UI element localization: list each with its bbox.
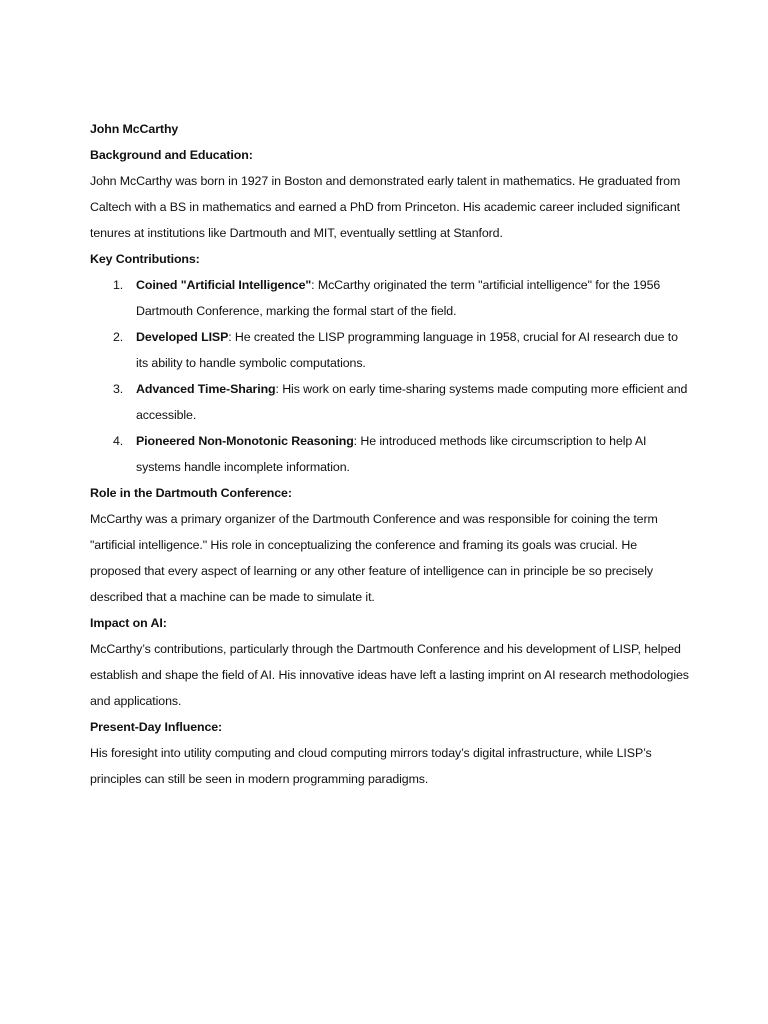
list-item-number: 2. xyxy=(113,330,124,344)
impact-heading: Impact on AI: xyxy=(90,616,167,630)
list-item-number: 1. xyxy=(113,278,124,292)
list-item-term: Coined "Artificial Intelligence" xyxy=(136,278,312,292)
dartmouth-paragraph: McCarthy was a primary organizer of the Dartmouth Conference and was responsible for coining the term "artificial intelligence." His role in conceptualizing the conference and framing its goals was crucial. He proposed that every aspect of learning or any other feature of intelligence can in principle be so precisely described that a machine can be made to simulate it. xyxy=(90,512,658,604)
list-item-text: : McCarthy originated the term "artificial intelligence" for the 1956 Dartmouth Conference, marking the formal start of the field. xyxy=(136,278,661,318)
dartmouth-heading: Role in the Dartmouth Conference: xyxy=(90,486,292,500)
list-item-text: : His work on early time-sharing systems made computing more efficient and accessible. xyxy=(136,382,688,422)
document-title: John McCarthy xyxy=(90,122,179,136)
background-paragraph: John McCarthy was born in 1927 in Boston and demonstrated early talent in mathematics. He graduated from Caltech with a BS in mathematics and earned a PhD from Princeton. His academic career included significant tenures at institutions like Dartmouth and MIT, eventually settling at Stanford. xyxy=(90,174,681,240)
impact-paragraph: McCarthy’s contributions, particularly through the Dartmouth Conference and his development of LISP, helped establish and shape the field of AI. His innovative ideas have left a lasting imprint on AI research methodologies and applications. xyxy=(90,642,689,708)
list-item-text: : He introduced methods like circumscription to help AI systems handle incomplete information. xyxy=(136,434,647,474)
background-heading: Background and Education: xyxy=(90,148,253,162)
list-item xyxy=(90,428,690,480)
list-item xyxy=(90,376,690,428)
list-item-term: Pioneered Non-Monotonic Reasoning xyxy=(136,434,354,448)
list-item-term: Advanced Time-Sharing xyxy=(136,382,276,396)
contributions-heading: Key Contributions: xyxy=(90,252,200,266)
list-item-number: 4. xyxy=(113,434,124,448)
list-item-text: : He created the LISP programming language in 1958, crucial for AI research due to its ability to handle symbolic computations. xyxy=(136,330,678,370)
influence-paragraph: His foresight into utility computing and cloud computing mirrors today’s digital infrastructure, while LISP’s principles can still be seen in modern programming paradigms. xyxy=(90,746,652,786)
contributions-list xyxy=(90,272,690,480)
document-page xyxy=(90,116,690,792)
list-item-number: 3. xyxy=(113,382,124,396)
influence-heading: Present-Day Influence: xyxy=(90,720,223,734)
list-item xyxy=(90,272,690,324)
list-item-term: Developed LISP xyxy=(136,330,229,344)
list-item xyxy=(90,324,690,376)
